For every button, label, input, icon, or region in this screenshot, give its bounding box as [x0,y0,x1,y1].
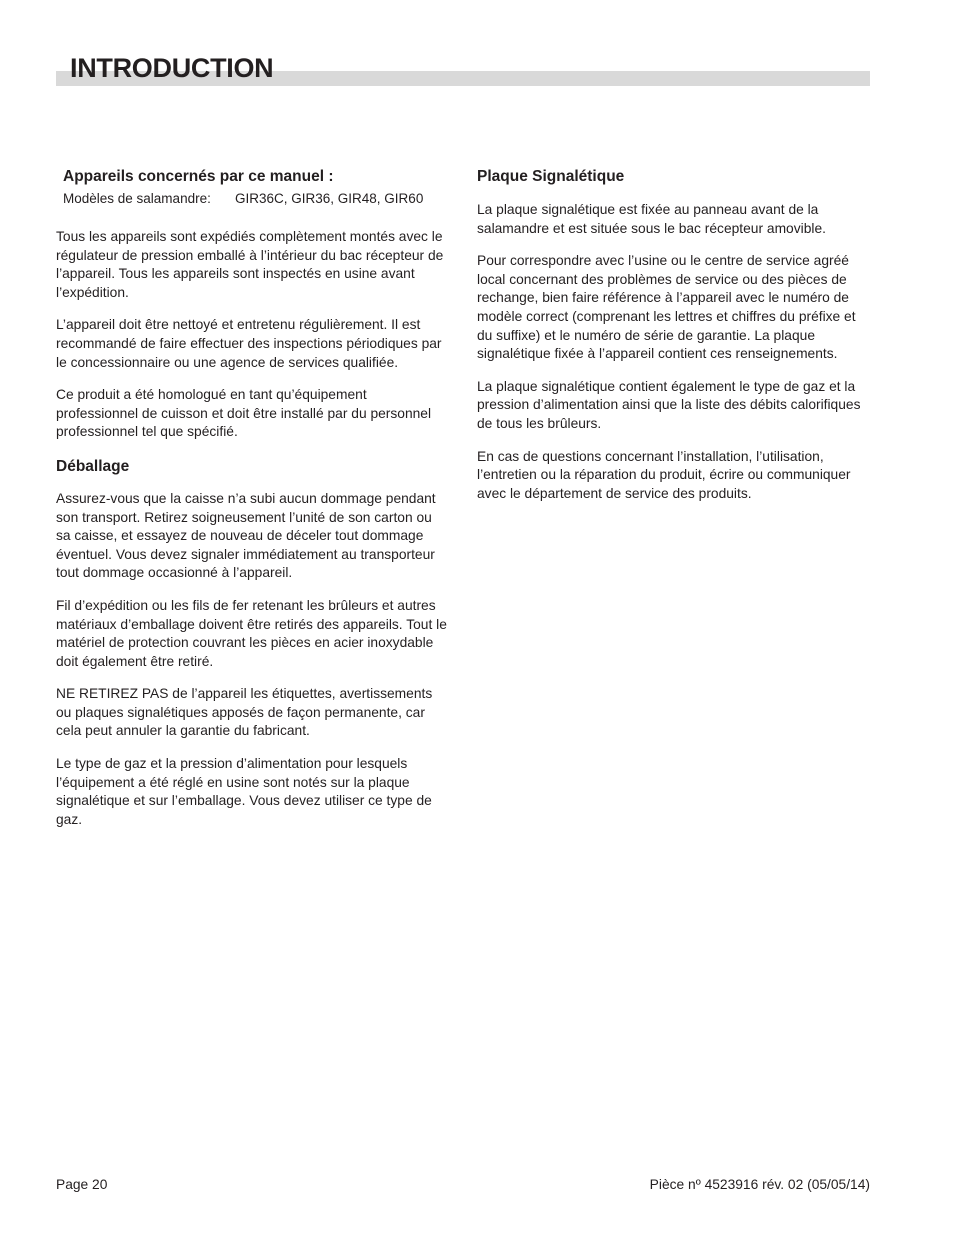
paragraph: Assurez-vous que la caisse n’a subi aucun dommage pendant son transport. Retirez soigneusement l’unité de son carton ou sa caisse, et essayez de nouveau de déceler tout dommage éventuel. Vous devez signaler immédiatement au transporteur tout dommage occasionné à l’appareil. [56,490,436,581]
applies-heading: Appareils concernés par ce manuel : [63,168,334,185]
paragraph: L’appareil doit être nettoyé et entretenu régulièrement. Il est recommandé de faire effectuer des inspections périodiques par le concessionnaire ou une agence de services qualifiée. [56,317,442,370]
paragraph: Tous les appareils sont expédiés complètement montés avec le régulateur de pression emballé à l’intérieur du bac récepteur de l’appareil. Tous les appareils sont inspectés en usine avant l’expédition. [56,229,444,300]
data-plate-heading: Plaque Signalétique [477,168,625,185]
deballage-heading: Déballage [56,457,130,475]
models-value: GIR36C, GIR36, GIR48, GIR60 [235,191,424,206]
paragraph: Ce produit a été homologué en tant qu’équipement professionnel de cuisson et doit être installé par du personnel professionnel tel que spécifié. [56,387,432,440]
paragraph: Le type de gaz et la pression d’alimentation pour lesquels l’équipement a été réglé en usine sont notés sur la plaque signalétique et sur l’emballage. Vous devez utiliser ce type de gaz. [56,756,432,827]
paragraph: En cas de questions concernant l’installation, l’utilisation, l’entretien ou la réparation du produit, écrire ou communiquer avec le département de service des produits. [477,448,851,501]
paragraph: La plaque signalétique contient également le type de gaz et la pression d’alimentation ainsi que la liste des débits calorifiques de tous les brûleurs. [477,378,861,431]
models-line [63,190,448,208]
left-column [56,166,448,843]
paragraph: NE RETIREZ PAS de l’appareil les étiquettes, avertissements ou plaques signalétiques apposés de façon permanente, car cela peut annuler la garantie du fabricant. [56,686,433,739]
paragraph: Pour correspondre avec l’usine ou le centre de service agréé local concernant des problèmes de service ou des pièces de rechange, bien faire référence à l’appareil avec le numéro de modèle correct (comprenant les lettres et chiffres du préfixe et du suffixe) et le numéro de série de garantie. La plaque signalétique fixée à l’appareil contient ces renseignements. [477,253,856,362]
page-number: Page 20 [56,1177,108,1192]
models-label: Modèles de salamandre: [63,191,211,206]
part-number: Pièce nº 4523916 rév. 02 (05/05/14) [649,1177,870,1192]
paragraph: La plaque signalétique est fixée au panneau avant de la salamandre et est située sous le bac récepteur amovible. [477,202,826,236]
right-column [477,166,869,517]
page-title: INTRODUCTION [70,53,274,83]
paragraph: Fil d’expédition ou les fils de fer retenant les brûleurs et autres matériaux d’emballage doivent être retirés des appareils. Tout le matériel de protection couvrant les pièces en acier inoxydable doit également être retiré. [56,597,447,669]
